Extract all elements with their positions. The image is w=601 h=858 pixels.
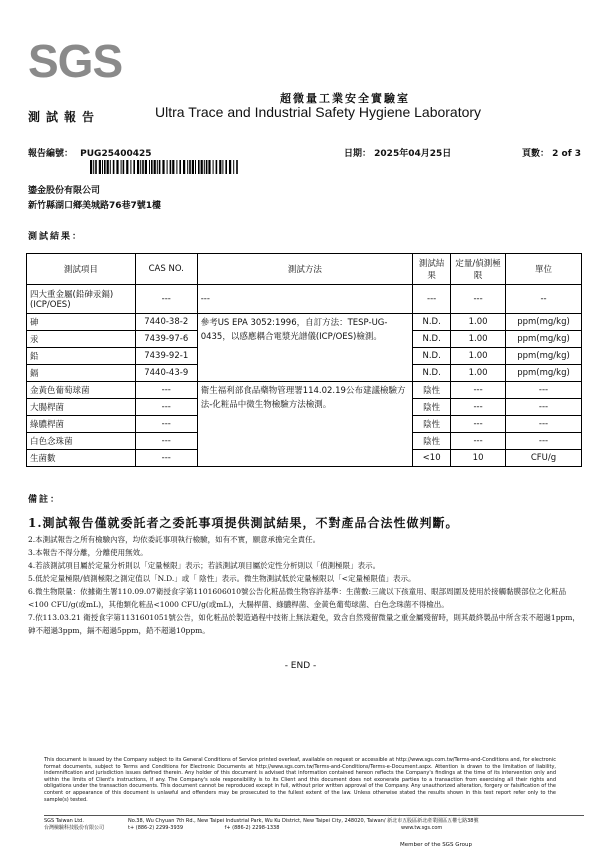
cell-item: 鎘 (27, 365, 136, 382)
footer-fax: f+ (886-2) 2298-1338 (224, 825, 280, 831)
cell-cas: --- (135, 285, 197, 314)
results-table (26, 253, 582, 467)
report-date (344, 146, 451, 159)
cell-unit: ppm(mg/kg) (506, 331, 582, 348)
cell-unit: ppm(mg/kg) (506, 365, 582, 382)
header-result: 測試結果 (413, 254, 451, 285)
cell-limit: 10 (451, 450, 506, 467)
page-label: 頁數： (522, 149, 550, 159)
cell-limit: --- (451, 416, 506, 433)
table-header-row (27, 254, 582, 285)
cell-cas: --- (135, 399, 197, 416)
note-item: 2.本測試報告之所有檢驗內容，均依委託事項執行檢驗，如有不實，願意承擔完全責任。 (28, 535, 321, 544)
notes-section (28, 492, 583, 637)
report-number-value: PUG25400425 (80, 149, 152, 159)
footer-company-cn: 台灣檢驗科技股份有限公司 (44, 825, 105, 831)
cell-result: N.D. (413, 314, 451, 331)
page-value: 2 of 3 (552, 149, 582, 159)
cell-unit: -- (506, 285, 582, 314)
cell-result: 陰性 (413, 399, 451, 416)
cell-cas: --- (135, 450, 197, 467)
report-number-label: 報告編號： (28, 149, 74, 159)
note-item: 5.低於定量極限/偵測極限之測定值以「N.D.」或「 陰性」表示。微生物測試低於定量極限以「<定量極限值」表示。 (28, 574, 416, 583)
footer-disclaimer: This document is issued by the Company subject to its General Conditions of Service printed overleaf, available on request or accessible at http://www.sgs.com.tw/Terms-and-Conditions and, for electronic format documents, subject to Terms and Conditions for Electronic Documents at http://www.sgs.com.tw/Terms-and-Conditions/Terms-e-Document.aspx. Attention is drawn to the limitation of liability, indemnification and jurisdiction issues defined therein. Any holder of this document is advised that information contained hereon reflects the Company's findings at the time of its intervention only and within the limits of Client's instructions, if any. The Company's sole responsibility is to its Client and this document does not exonerate parties to a transaction from exercising all their rights and obligations under the transaction documents. This document cannot be reproduced except in full, without prior written approval of the Company. Any unauthorized alteration, forgery or falsification of the content or appearance of this document is unlawful and offenders may be prosecuted to the fullest extent of the law. Unless otherwise stated the results shown in this test report refer only to the sample(s) tested. (44, 757, 556, 803)
header-test-item: 測試項目 (27, 254, 136, 285)
cell-item: 綠膿桿菌 (27, 416, 136, 433)
cell-result: 陰性 (413, 416, 451, 433)
cell-limit: 1.00 (451, 348, 506, 365)
report-date-label: 日期： (344, 149, 372, 159)
note-item: 7.依113.03.21 衛授食字第1131601051號公告，如化粧品於製造過程中技術上無法避免，致含自然殘留微量之重金屬殘留時，則其最終製品中所含汞不超過1ppm，砷不超過3ppm，鎘不超過5ppm，鉛不超過10ppm。 (28, 613, 580, 635)
client-block (28, 184, 161, 214)
cell-limit: --- (451, 285, 506, 314)
header-test-method: 測試方法 (197, 254, 412, 285)
cell-result: N.D. (413, 348, 451, 365)
cell-unit: --- (506, 433, 582, 450)
footer-address: No.38, Wu Chyuan 7th Rd., New Taipei Industrial Park, Wu Ku District, New Taipei City, 248020, Taiwan/ 新北市五股區新北產業園區五權七路38號 (128, 818, 479, 824)
footer-member: Member of the SGS Group (400, 842, 472, 848)
cell-result: <10 (413, 450, 451, 467)
cell-item: 四大重金屬(鉛砷汞鎘)(ICP/OES) (27, 285, 136, 314)
header-cas-no: CAS NO. (135, 254, 197, 285)
table-row (27, 314, 582, 331)
cell-item: 生菌數 (27, 450, 136, 467)
note-item: 1.測試報告僅就委託者之委託事項提供測試結果，不對產品合法性做判斷。 (28, 516, 459, 530)
cell-unit: CFU/g (506, 450, 582, 467)
cell-result: N.D. (413, 331, 451, 348)
cell-item: 砷 (27, 314, 136, 331)
footer-contacts (128, 825, 478, 832)
cell-limit: --- (451, 399, 506, 416)
note-item: 3.本報告不得分離，分離使用無效。 (28, 548, 148, 557)
cell-cas: --- (135, 382, 197, 399)
client-name: 鎏金股份有限公司 (28, 186, 101, 196)
cell-micro-method: 衛生福利部食品藥物管理署114.02.19公布建議檢驗方法-化粧品中微生物檢驗方法檢測。 (197, 382, 412, 467)
cell-item: 汞 (27, 331, 136, 348)
cell-unit: ppm(mg/kg) (506, 348, 582, 365)
cell-item: 大腸桿菌 (27, 399, 136, 416)
cell-result: 陰性 (413, 433, 451, 450)
footer-company-en: SGS Taiwan Ltd. (44, 818, 84, 824)
cell-unit: --- (506, 416, 582, 433)
cell-limit: --- (451, 382, 506, 399)
lab-name-cn: 超微量工業安全實驗室 (280, 92, 410, 105)
cell-limit: 1.00 (451, 365, 506, 382)
cell-unit: --- (506, 399, 582, 416)
cell-unit: ppm(mg/kg) (506, 314, 582, 331)
cell-cas: 7440-38-2 (135, 314, 197, 331)
cell-cas: 7439-92-1 (135, 348, 197, 365)
report-title: 測試報告 (28, 110, 101, 124)
cell-item: 白色念珠菌 (27, 433, 136, 450)
footer-address-block (128, 818, 478, 832)
cell-item: 鉛 (27, 348, 136, 365)
table-row-group (27, 285, 582, 314)
cell-cas: 7440-43-9 (135, 365, 197, 382)
cell-unit: --- (506, 382, 582, 399)
cell-limit: 1.00 (451, 331, 506, 348)
footer-tel: t+ (886-2) 2299-3939 (128, 825, 184, 831)
cell-item: 金黃色葡萄球菌 (27, 382, 136, 399)
page-indicator (522, 146, 581, 159)
sgs-logo-text: SGS (28, 35, 123, 87)
barcode-image (90, 160, 240, 174)
footer-divider (44, 815, 584, 816)
footer-web: www.tw.sgs.com (401, 825, 443, 831)
header-limit: 定量/偵測極限 (451, 254, 506, 285)
table-row (27, 382, 582, 399)
cell-metal-method: 參考US EPA 3052:1996，自訂方法：TESP-UG-0435，以感應耦合電漿光譜儀(ICP/OES)檢測。 (197, 314, 412, 382)
cell-cas: --- (135, 433, 197, 450)
lab-name-en: Ultra Trace and Industrial Safety Hygiene Laboratory (155, 104, 482, 120)
cell-limit: 1.00 (451, 314, 506, 331)
notes-title: 備註： (28, 495, 62, 505)
report-date-value: 2025年04月25日 (374, 149, 452, 159)
cell-cas: 7439-97-6 (135, 331, 197, 348)
cell-cas: --- (135, 416, 197, 433)
cell-method: --- (197, 285, 412, 314)
footer-company (44, 818, 104, 832)
note-item: 4.若該測試項目屬於定量分析則以「定量極限」表示；若該測試項目屬於定性分析則以「偵測極限」表示。 (28, 561, 381, 570)
end-marker: - END - (284, 661, 317, 671)
cell-limit: --- (451, 433, 506, 450)
client-address: 新竹縣湖口鄉美城路76巷7號1樓 (28, 201, 162, 211)
test-results-label: 測試結果： (28, 232, 84, 242)
cell-result: --- (413, 285, 451, 314)
cell-result: N.D. (413, 365, 451, 382)
header-unit: 單位 (506, 254, 582, 285)
sgs-logo (28, 35, 124, 87)
report-number (28, 146, 152, 159)
note-item: 6.微生物限量：依據衛生署110.09.07衛授食字第1101606010號公告化粧品微生物容許基準：生菌數:三歲以下孩童用、眼部周圍及使用於接觸黏膜部位之化粧品<100 CFU/g(或mL)，其他類化粧品<1000 CFU/g(或mL)，大腸桿菌、綠膿桿菌、金黃色葡萄球菌、白色念珠菌不得檢出。 (28, 587, 567, 609)
cell-result: 陰性 (413, 382, 451, 399)
